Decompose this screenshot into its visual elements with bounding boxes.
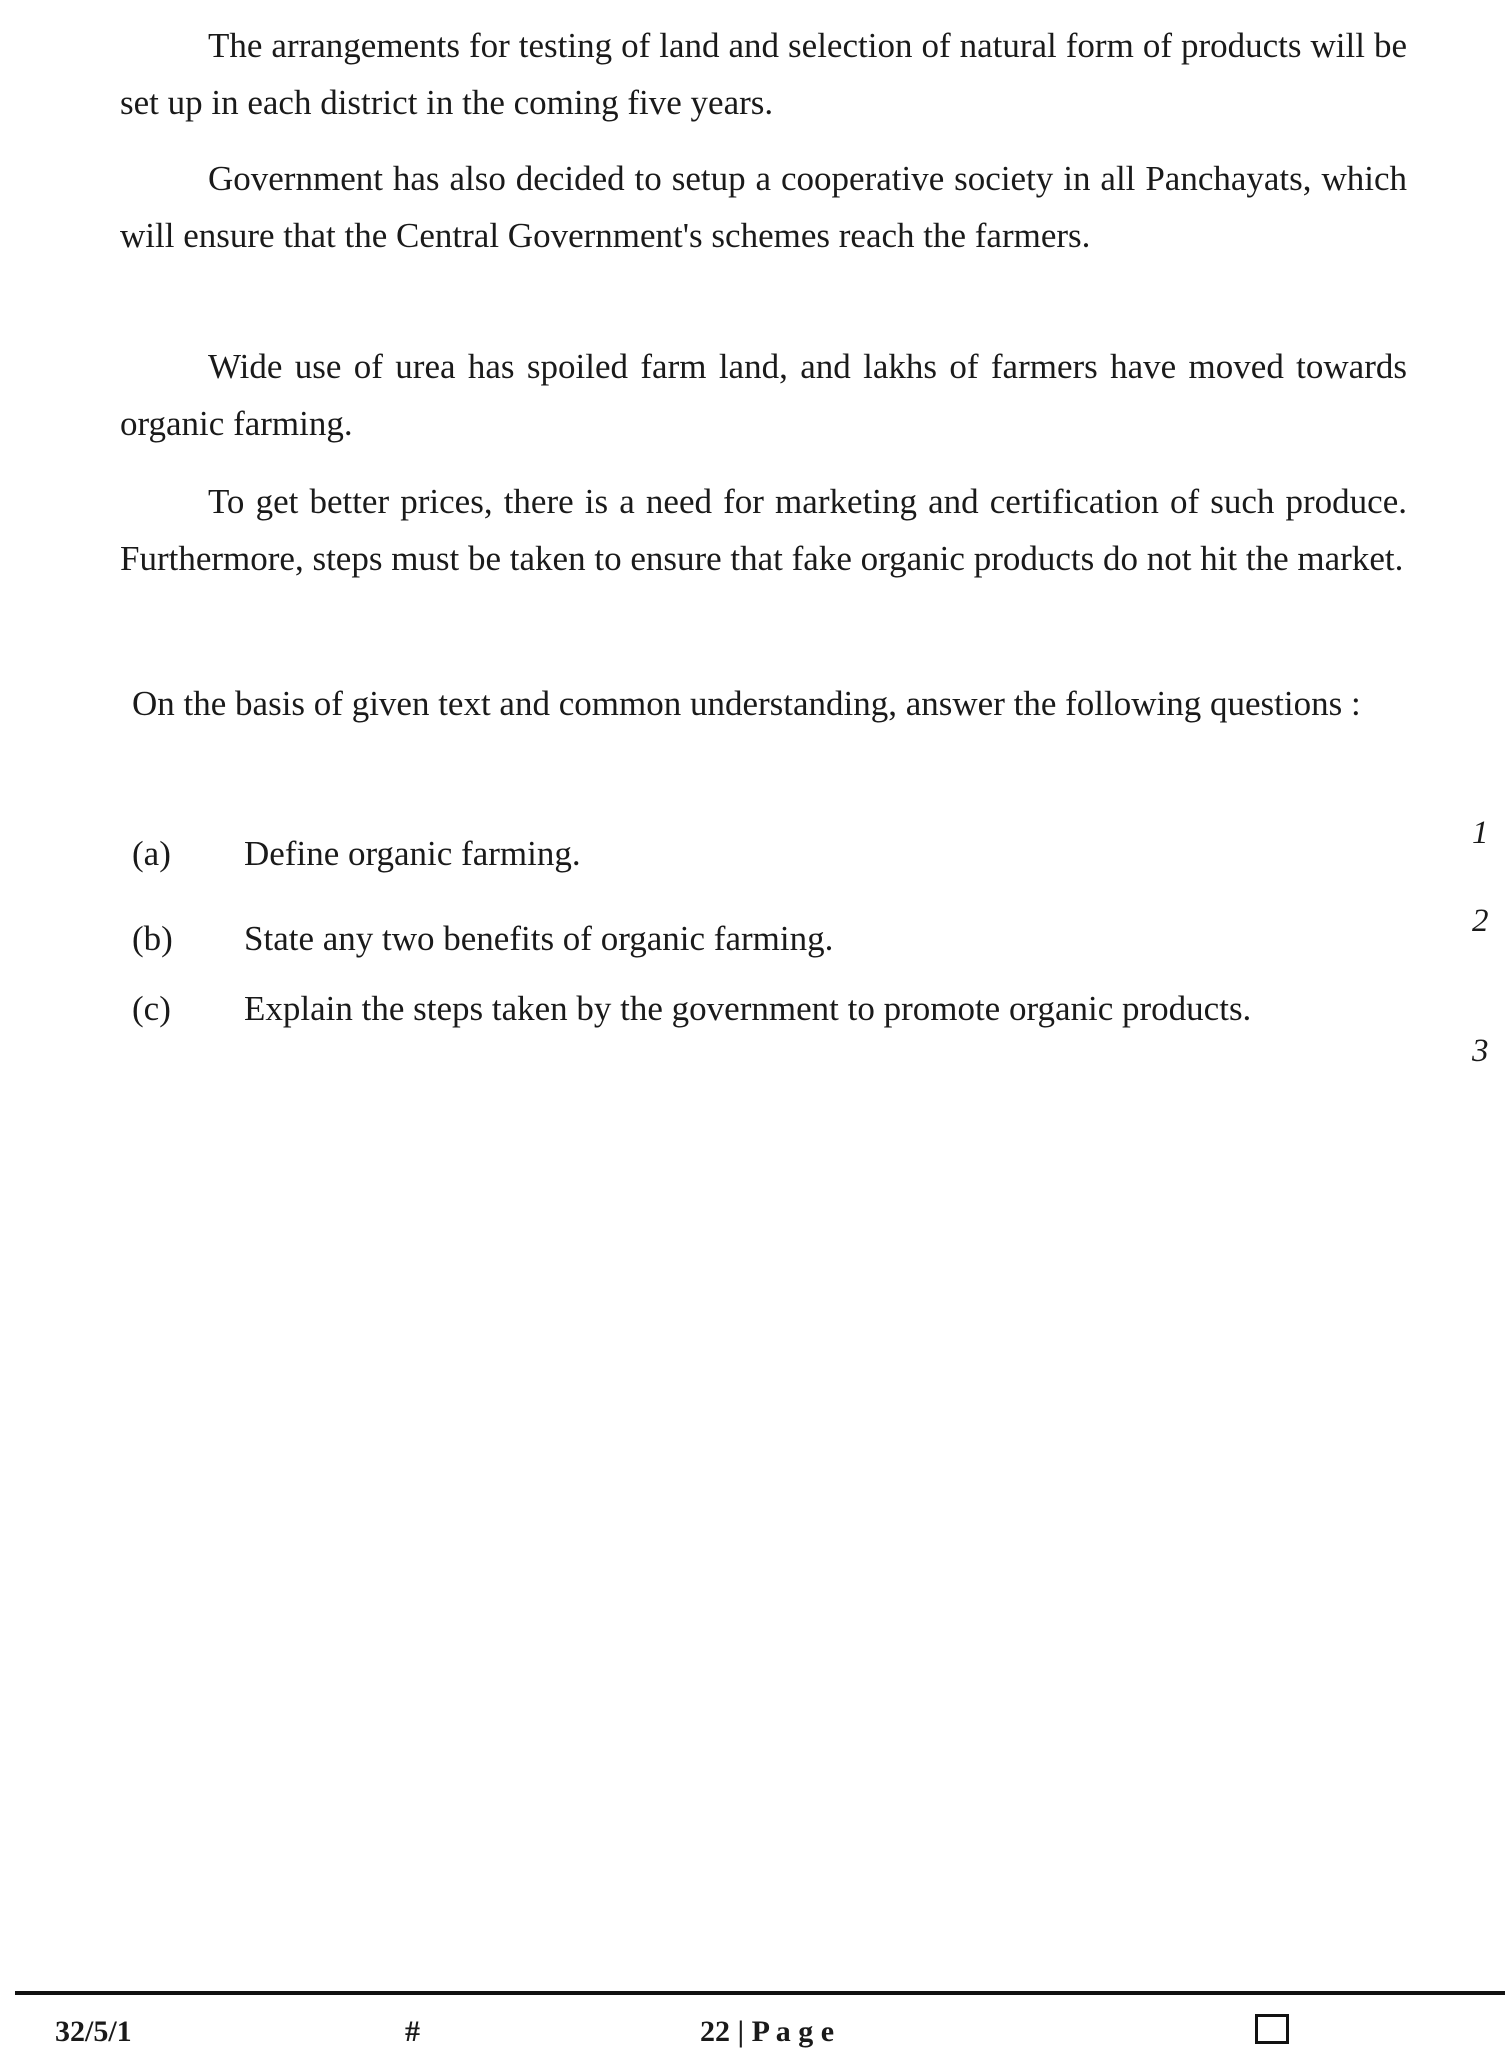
paragraph-3: Wide use of urea has spoiled farm land, and lakhs of farmers have moved towards organic farming. — [120, 347, 1407, 443]
paragraph-2: Government has also decided to setup a cooperative society in all Panchayats, which will ensure that the Central Government's schemes reach the farmers. — [120, 159, 1407, 255]
instruction-paragraph: On the basis of given text and common understanding, answer the following questions : — [132, 684, 1361, 723]
marks-a: 1 — [1472, 815, 1489, 851]
footer-symbol: # — [405, 2015, 420, 2048]
marks-c: 3 — [1472, 1033, 1489, 1069]
marks-b: 2 — [1472, 903, 1489, 939]
question-text: Define organic farming. — [244, 834, 581, 873]
question-label: (c) — [132, 989, 171, 1028]
question-c — [132, 980, 1412, 1037]
footer-code: 32/5/1 — [55, 2015, 132, 2048]
footer-rule — [15, 1991, 1505, 1995]
question-text: State any two benefits of organic farming. — [244, 919, 834, 958]
footer-page: 22 | P a g e — [700, 2015, 835, 2048]
question-b — [132, 910, 1412, 967]
question-a — [132, 825, 1412, 882]
qr-code-icon — [1255, 2014, 1289, 2044]
question-label: (a) — [132, 834, 171, 873]
paragraph-4: To get better prices, there is a need for marketing and certification of such produce. Furthermore, steps must be taken to ensure that fake organic products do not hit the market. — [120, 482, 1407, 578]
question-text: Explain the steps taken by the government to promote organic products. — [244, 989, 1252, 1028]
paragraph-1: The arrangements for testing of land and selection of natural form of products will be set up in each district in the coming five years. — [120, 26, 1407, 122]
question-label: (b) — [132, 919, 173, 958]
